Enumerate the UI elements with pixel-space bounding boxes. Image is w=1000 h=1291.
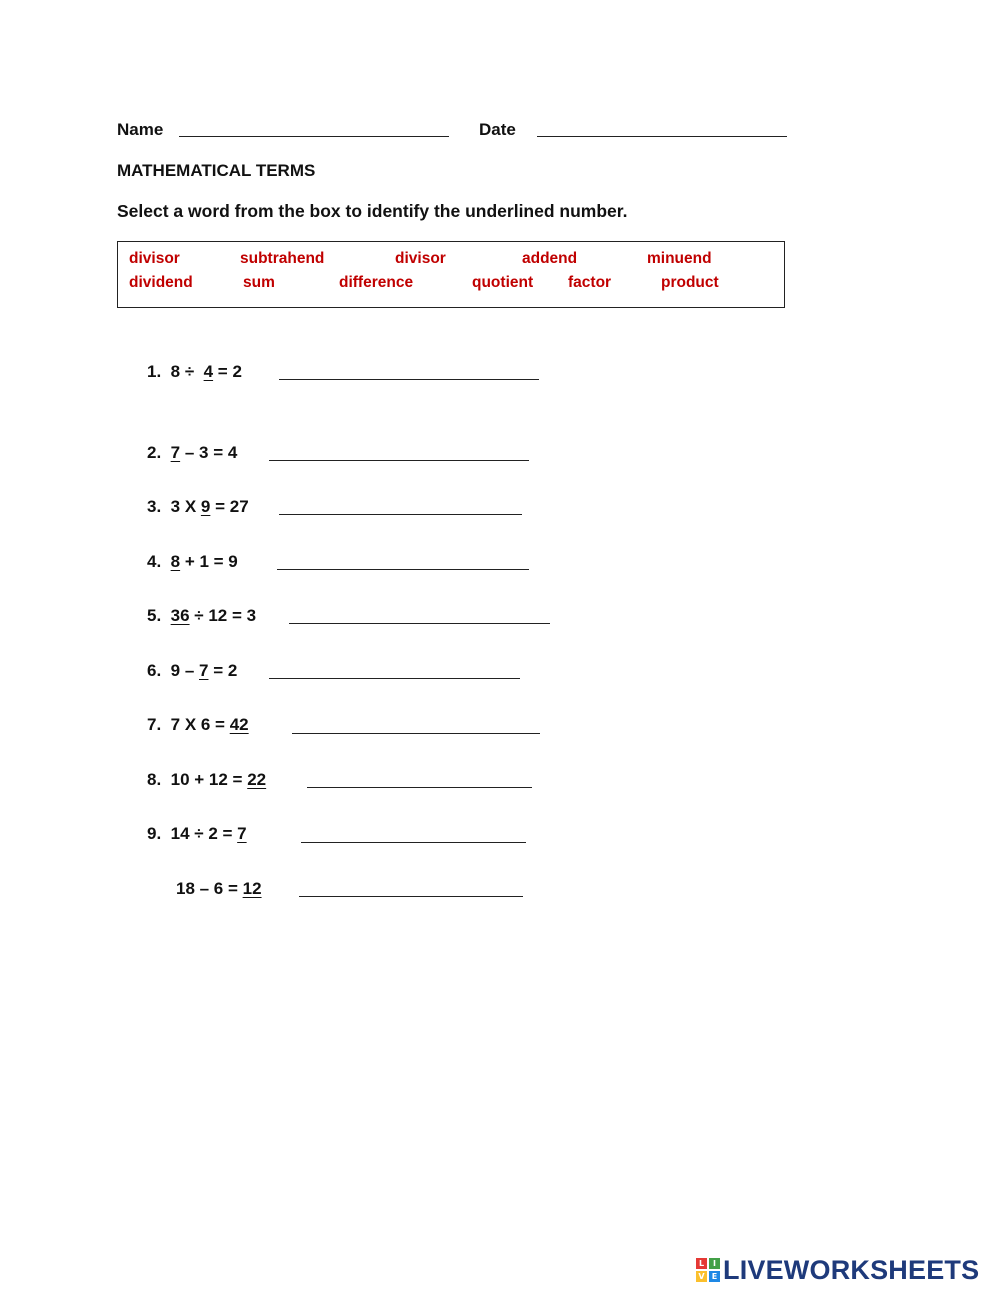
answer-line-7[interactable]	[292, 733, 540, 734]
question-8: 8. 10 + 12 = 22	[147, 770, 267, 789]
answer-line-2[interactable]	[269, 460, 529, 461]
word-bank-item: product	[661, 274, 719, 291]
word-bank-item: addend	[522, 250, 578, 267]
word-bank-item: divisor	[129, 250, 180, 267]
word-bank-item: difference	[339, 274, 414, 291]
question-9: 9. 14 ÷ 2 = 7	[147, 824, 247, 843]
date-label: Date	[479, 120, 516, 139]
logo-block: L	[696, 1258, 707, 1269]
word-bank-item: divisor	[395, 250, 446, 267]
word-bank-item: factor	[568, 274, 612, 291]
answer-line-10[interactable]	[299, 896, 523, 897]
logo-block: V	[696, 1271, 707, 1282]
word-bank-item: minuend	[647, 250, 712, 267]
logo-blocks-icon	[696, 1258, 720, 1282]
logo-block: I	[709, 1258, 720, 1269]
answer-line-9[interactable]	[301, 842, 526, 843]
question-6: 6. 9 – 7 = 2	[147, 661, 238, 680]
instruction-text: Select a word from the box to identify the underlined number.	[117, 201, 628, 221]
logo-text: LIVEWORKSHEETS	[723, 1254, 980, 1285]
question-3: 3. 3 X 9 = 27	[147, 497, 249, 516]
answer-line-8[interactable]	[307, 787, 532, 788]
question-4: 4. 8 + 1 = 9	[147, 552, 238, 571]
answer-line-3[interactable]	[279, 514, 522, 515]
question-1: 1. 8 ÷ 4 = 2	[147, 362, 242, 381]
name-field-line[interactable]	[179, 136, 449, 137]
question-10: 18 – 6 = 12	[176, 879, 262, 898]
word-bank-item: quotient	[472, 274, 534, 291]
word-bank-item: sum	[243, 274, 275, 291]
word-bank-box	[117, 241, 785, 308]
date-field-line[interactable]	[537, 136, 787, 137]
answer-line-5[interactable]	[289, 623, 550, 624]
question-2: 2. 7 – 3 = 4	[147, 443, 238, 462]
word-bank-item: dividend	[129, 274, 193, 291]
page-title: MATHEMATICAL TERMS	[117, 161, 316, 180]
liveworksheets-logo	[696, 1254, 979, 1286]
answer-line-6[interactable]	[269, 678, 520, 679]
answer-line-4[interactable]	[277, 569, 529, 570]
answer-line-1[interactable]	[279, 379, 539, 380]
question-5: 5. 36 ÷ 12 = 3	[147, 606, 257, 625]
question-7: 7. 7 X 6 = 42	[147, 715, 249, 734]
logo-block: E	[709, 1271, 720, 1282]
word-bank-item: subtrahend	[240, 250, 325, 267]
name-label: Name	[117, 120, 164, 139]
